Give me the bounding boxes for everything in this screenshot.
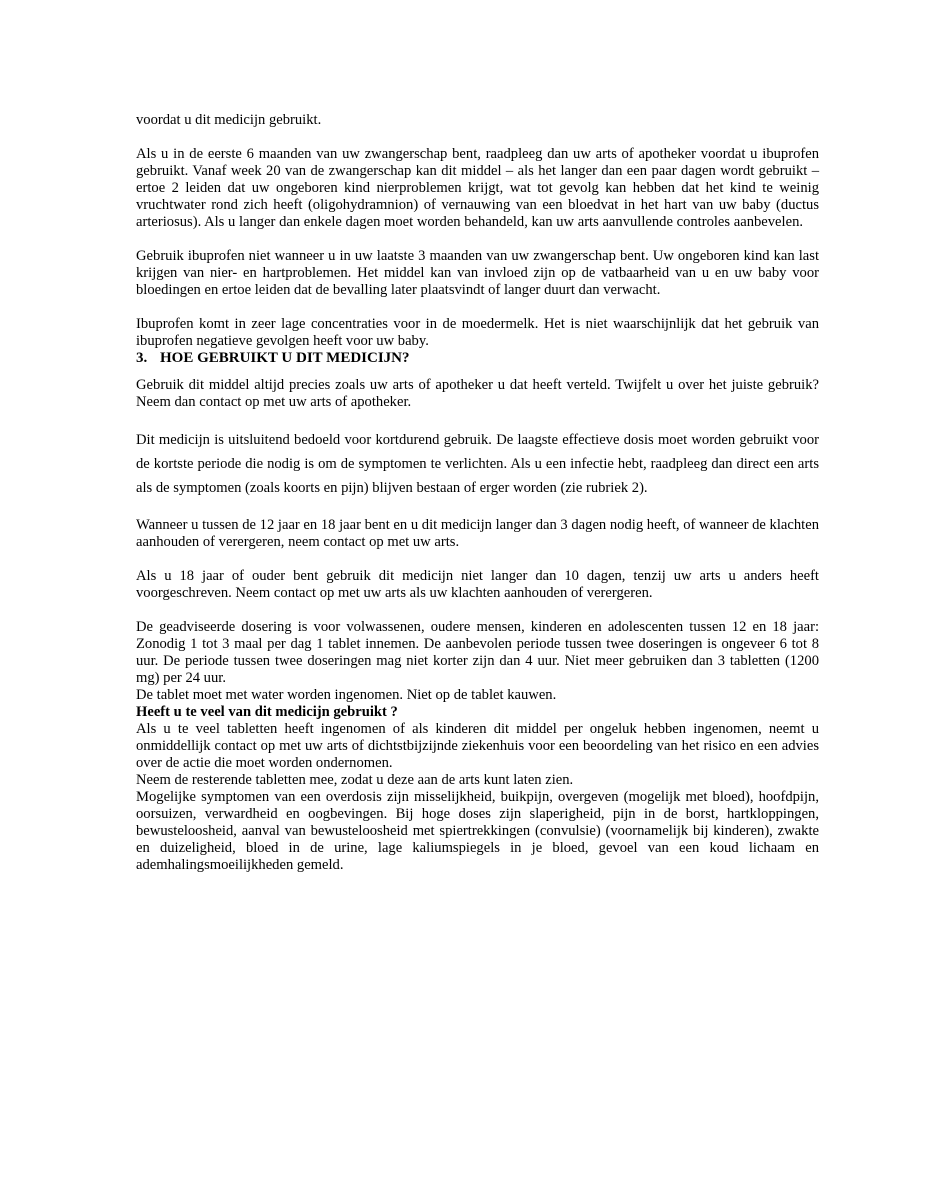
- section-title: HOE GEBRUIKT U DIT MEDICIJN?: [160, 350, 410, 366]
- pregnancy-paragraph-2: Gebruik ibuprofen niet wanneer u in uw laatste 3 maanden van uw zwangerschap bent. Uw ongeboren kind kan last krijgen van nier- en hartproblemen. Het middel kan van invloed zijn op de vatbaarheid van u en uw baby voor bloedingen en ertoe leiden dat de bevalling later plaatsvindt of langer duurt dan verwacht.: [136, 248, 819, 298]
- usage-paragraph-4: Als u 18 jaar of ouder bent gebruik dit medicijn niet langer dan 10 dagen, tenzij uw arts u anders heeft voorgeschreven. Neem contact op met uw arts als uw klachten aanhouden of verergeren.: [136, 568, 819, 601]
- section-number: 3.: [136, 350, 148, 366]
- usage-paragraph-1: Gebruik dit middel altijd precies zoals uw arts of apotheker u dat heeft verteld. Twijfelt u over het juiste gebruik? Neem dan contact op met uw arts of apotheker.: [136, 377, 819, 410]
- usage-paragraph-2: Dit medicijn is uitsluitend bedoeld voor kortdurend gebruik. De laagste effectieve dosis moet worden gebruikt voor de kortste periode die nodig is om de symptomen te verlichten. Als u een infectie hebt, raadpleeg dan direct een arts als de symptomen (zoals koorts en pijn) blijven bestaan of erger worden (zie rubriek 2).: [136, 432, 819, 496]
- breastfeeding-paragraph: Ibuprofen komt in zeer lage concentraties voor in de moedermelk. Het is niet waarschijnlijk dat het gebruik van ibuprofen negatieve gevolgen heeft voor uw baby.: [136, 316, 819, 349]
- overdose-paragraph-1: Als u te veel tabletten heeft ingenomen of als kinderen dit middel per ongeluk hebben ingenomen, neemt u onmiddellijk contact op met uw arts of dichtstbijzijnde ziekenhuis voor een beoordeling van het risico en een advies over de actie die moet worden ondernomen.: [136, 721, 819, 771]
- section-3-heading: [136, 350, 819, 367]
- intro-tail-text: voordat u dit medicijn gebruikt.: [136, 112, 322, 128]
- overdose-paragraph-3: Mogelijke symptomen van een overdosis zijn misselijkheid, buikpijn, overgeven (mogelijk met bloed), hoofdpijn, oorsuizen, verwardheid en oogbevingen. Bij hoge doses zijn slaperigheid, pijn in de borst, hartkloppingen, bewusteloosheid, aanval van bewusteloosheid met spiertrekkingen (convulsie) (voornamelijk bij kinderen), zwakte en duizeligheid, bloed in de urine, lage kaliumspiegels in je bloed, gevoel van een koud lichaam en ademhalingsmoeilijkheden gemeld.: [136, 789, 819, 873]
- document-page: [136, 112, 819, 874]
- dosage-paragraph: De geadviseerde dosering is voor volwassenen, oudere mensen, kinderen en adolescenten tussen 12 en 18 jaar: Zonodig 1 tot 3 maal per dag 1 tablet innemen. De aanbevolen periode tussen twee doseringen is ongeveer 6 tot 8 uur. De periode tussen twee doseringen mag niet korter zijn dan 4 uur. Niet meer gebruiken dan 3 tabletten (1200 mg) per 24 uur.: [136, 619, 819, 686]
- overdose-paragraph-2: Neem de resterende tabletten mee, zodat u deze aan de arts kunt laten zien.: [136, 772, 574, 788]
- dosage-instruction: De tablet moet met water worden ingenomen. Niet op de tablet kauwen.: [136, 687, 557, 703]
- usage-paragraph-3: Wanneer u tussen de 12 jaar en 18 jaar bent en u dit medicijn langer dan 3 dagen nodig heeft, of wanneer de klachten aanhouden of verergeren, neem contact op met uw arts.: [136, 517, 819, 550]
- pregnancy-paragraph-1: Als u in de eerste 6 maanden van uw zwangerschap bent, raadpleeg dan uw arts of apotheker voordat u ibuprofen gebruikt. Vanaf week 20 van de zwangerschap kan dit middel – als het langer dan een paar dagen wordt gebruikt – ertoe 2 leiden dat uw ongeboren kind nierproblemen krijgt, wat tot gevolg kan hebben dat het kind te weinig vruchtwater rond zich heeft (oligohydramnion) of vernauwing van een bloedvat in het hart van uw baby (ductus arteriosus). Als u langer dan enkele dagen moet worden behandeld, kan uw arts aanvullende controles aanbevelen.: [136, 146, 819, 230]
- overdose-heading: Heeft u te veel van dit medicijn gebruikt ?: [136, 704, 398, 720]
